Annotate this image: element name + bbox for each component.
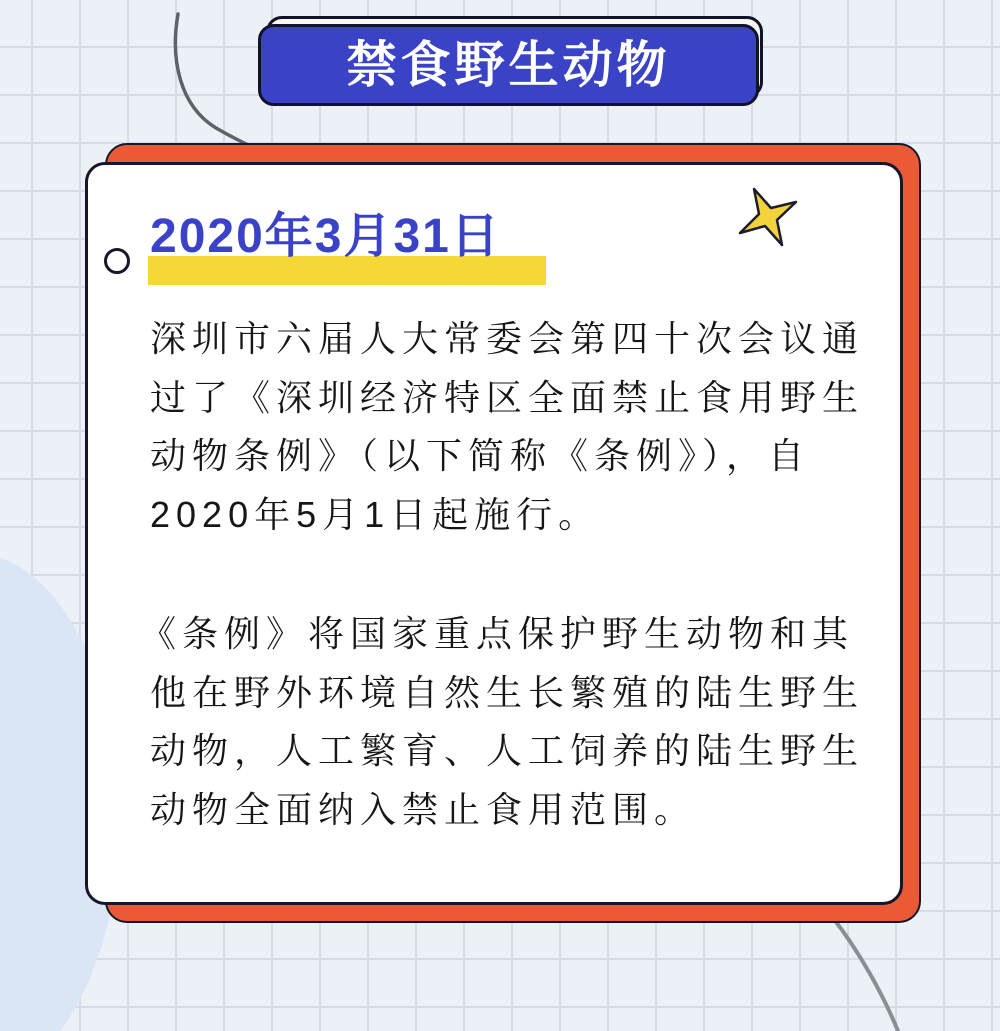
bullet-circle-icon: [104, 248, 130, 274]
body-text-line: 深圳市六届人大常委会第四十次会议通: [150, 318, 865, 359]
squiggle-bottom-right-icon: [833, 918, 898, 1031]
date-heading: 2020年3月31日: [150, 210, 501, 263]
date-heading-block: [150, 209, 501, 264]
body-text-line: 动物，人工繁育、人工饲养的陆生野生: [150, 730, 865, 771]
body-text-line: 动物全面纳入禁止食用范围。: [150, 788, 697, 830]
paragraph-1: [150, 310, 864, 544]
paragraph-2: [140, 605, 865, 839]
star-icon: [738, 187, 802, 251]
header-banner: [258, 16, 760, 124]
page-title: 禁食野生动物: [346, 37, 671, 93]
content-card: [85, 162, 903, 905]
body-text-line: 《条例》将国家重点保护野生动物和其: [140, 613, 855, 654]
body-text-line: 过了《深圳经济特区全面禁止食用野生: [150, 376, 865, 418]
body-text-line: 2020年5月1日起施行。: [150, 493, 601, 535]
header-banner-pill: [258, 24, 759, 106]
body-text-line: 动物条例》（以下简称《条例》），自: [150, 435, 811, 476]
body-text-line: 他在野外环境自然生长繁殖的陆生野生: [150, 671, 865, 713]
